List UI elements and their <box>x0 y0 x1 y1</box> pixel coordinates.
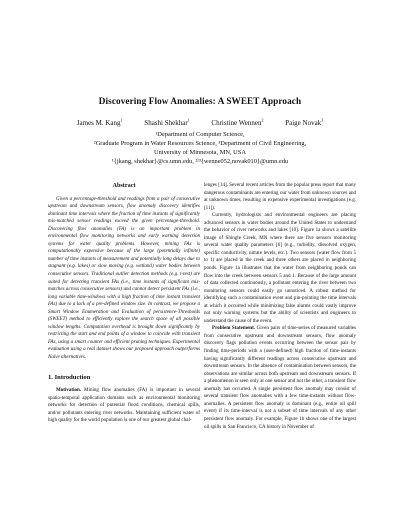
abstract-text: Given a percentage-threshold and readings from a pair of consecutive upstream and downstream sensors, flow anomaly discovery identifies dominant time intervals where the fraction of time instants of significantly mis-matched sensor readings exceed the given percentage-threshold. Discovering flow anomalies (FA) is an important problem in environmental flow monitoring networks and early warning detection systems for water quality problems. However, mining FAs is computationally expensive because of the large (potentially infinite) number of time instants of measurement and potentially long delays due to stagnant (e.g. lakes) or slow moving (e.g. wetland) water bodies between consecutive sensors. Traditional outlier detection methods (e.g. t-test) are suited for detecting transient FAs (i.e., time instants of significant mis-matches across consecutive sensors) and cannot detect persistent FAs (i.e., long variable time-windows with a high fraction of time instant transient FAs) due to a lack of a pre-defined window size. In contrast, we propose a Smart Window Enumeration and Evaluation of persistence-Thresholds (SWEET) method to efficiently explore the search space of all possible window lengths. Computation overhead is brought down significantly by restricting the start and end points of a window to coincide with transient FAs, using a smart counter and efficient pruning techniques. Experimental evaluation using a real dataset shows our proposed approach outperforms Naïve alternatives. <box>48 195 200 361</box>
problem-statement-paragraph: Problem Statement. Given pairs of time-series of measured variables from consecutive upstream and downstream sensors, flow anomaly discovery flags pollution events occurring between the sensor pair by finding time-periods with a (user-defined) high fraction of time-instants having significantly different readings across consecutive upstream and downstream sensors. In the absence of contamination between sensors, the observations are similar across both upstream and downstream sensors. If a phenomenon is seen only at one sensor and not the other, a transient flow anomaly has occurred. A single persistent flow anomaly may consist of several transient flow anomalies with a few time-instants without flow-anomalies. A persistent flow anomaly is dominant (e.g., entire oil spill event) if its time-interval is not a subset of time intervals of any other persistent flow anomaly. For example, Figure 1b shows one of the largest oil spills in San Francisco, CA history in November of <box>204 325 356 430</box>
affiliation-line: ¹Department of Computer Science, <box>155 131 245 138</box>
author-list <box>0 118 400 127</box>
author: Shashi Shekhar$^1$ <box>144 118 190 128</box>
paragraph: lenges [14]. Several recent articles from the popular press report that many dangerous contaminants are entering our water from unknown sources and at unknown times, resulting in expensive experimental investigations (e.g. [11]). <box>204 182 356 211</box>
paragraph: Currently, hydrologists and environmental engineers are placing advanced sensors in water bodies around the United States to understand the behavior of river networks and lakes [10]. Figure 1a shows a satellite image of Shingle Creek, MN where there are five sensors monitoring several water quality parameters [6] (e.g., turbidity, dissolved oxygen, specific conductivity, nitrate levels, etc.). Two sensors (water flow from 5 to 1) are placed in the creek and three others are placed in neighboring ponds. Figure 1a illustrates that the water from neighboring ponds can flow into the creek between sensors 5 and 1. Because of the large amount of data collected continuously, a pollutant entering the river between two monitoring sensors could easily go unnoticed. A robust method for identifying such a contamination event and pin-pointing the time intervals at which it occurred while minimizing false alarms could vastly improve not only warning systems but the ability of scientists and engineers to understand the cause of the event. <box>204 212 356 324</box>
right-column <box>204 182 356 431</box>
paper-title: Discovering Flow Anomalies: A SWEET Approach <box>98 96 302 106</box>
left-column <box>48 182 200 425</box>
affiliation-line: University of Minnesota, MN, USA <box>154 149 246 156</box>
author: Christine Wennen$^2$ <box>211 118 264 128</box>
author: Paige Novak$^3$ <box>285 118 324 128</box>
affiliation-line: ²Graduate Program in Water Resources Science, ³Department of Civil Engineering, <box>93 140 307 147</box>
section-heading-introduction: 1. Introduction <box>48 373 91 381</box>
intro-paragraph: Motivation. Mining flow anomalies (FA) is important in several spatio-temporal application domains such as environmental monitoring networks for detection of potential flood conditions, chemical spills, and/or pollutants entering river networks. Maintaining sufficient water of high quality for the world population is one of our greatest global chal- <box>48 387 200 424</box>
author: James M. Kang$^1$ <box>76 118 123 128</box>
email-line: ¹{jkang, shekhar}@cs.umn.edu, ²ˀ³{wenne052,novak010}@umn.edu <box>111 158 289 165</box>
abstract-heading: Abstract <box>112 182 136 189</box>
